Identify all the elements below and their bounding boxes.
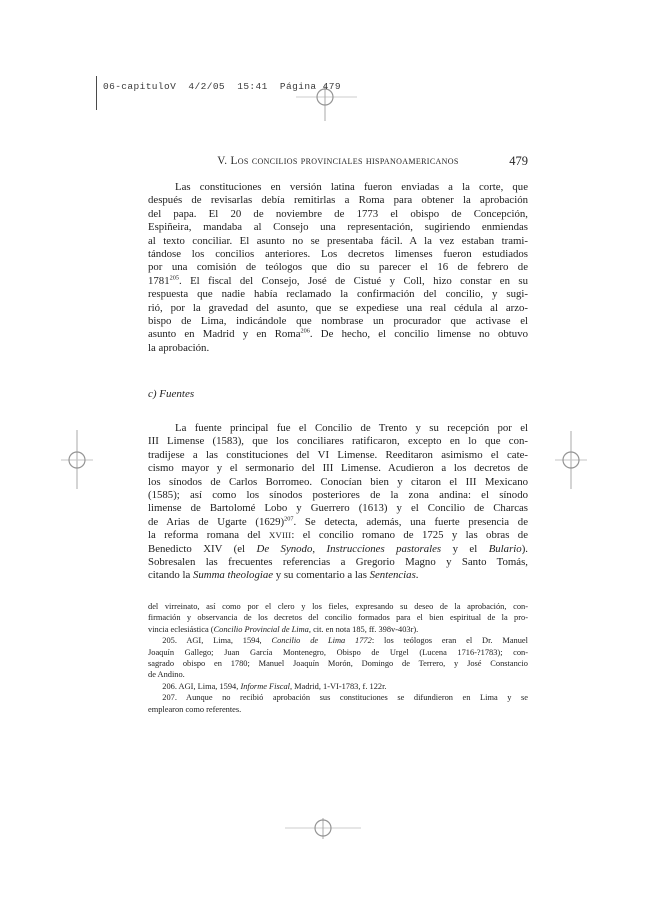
- printer-slug: [96, 76, 341, 110]
- text-line: 1781$^{205}$. El fiscal del Consejo, José de Cistué y Coll, hizo constar en su: [148, 274, 528, 287]
- text-line: bispo de Lima, indicándole que nombrase un procurador que activase el: [148, 314, 528, 327]
- text-line: vincia eclesiástica (Concilio Provincial de Lima, cit. en nota 185, ff. 398v-403r).: [148, 624, 419, 634]
- registration-mark-right-middle: [555, 431, 587, 489]
- footnote-207: [148, 692, 528, 715]
- text-line: citando la Summa theologiae y su comentario a las Sentencias.: [148, 569, 419, 582]
- text-line: al texto conciliar. El asunto no se presentaba fácil. A la vez estaban trami-: [148, 234, 528, 247]
- footnote-continuation: [148, 601, 528, 635]
- text-line: tradijese a las constituciones del VI Limense. Reeditaron asimismo el cate-: [148, 448, 528, 461]
- text-line: del virreinato, así como por el clero y los fieles, expresando su deseo de la aprobación, con-: [148, 602, 528, 611]
- text-line: Espiñeira, mandaba al Consejo una representación, sugiriendo enmiendas: [148, 221, 528, 234]
- text-line: después de revisarlas debía remitirlas a Roma para obtener la aprobación: [148, 194, 528, 207]
- body-paragraph-1: [148, 181, 528, 355]
- text-line: la reforma romana del XVIII: el concilio romano de 1725 y las obras de: [148, 529, 528, 542]
- registration-mark-bottom-center: [285, 818, 361, 839]
- text-line: rió, por la gravedad del asunto, que se expediese una real cédula al arzo-: [148, 301, 528, 314]
- page-number: 479: [509, 154, 528, 168]
- text-line: La fuente principal fue el Concilio de Trento y su recepción por el: [175, 422, 528, 434]
- body-paragraph-2: [148, 422, 528, 583]
- text-line: tándose los concilios anteriores. Los decretos limenses fueron estudiados: [148, 247, 528, 260]
- text-line: respuesta que nadie había reclamado la confirmación del concilio, y sugi-: [148, 288, 528, 301]
- slug-text: 06-capituloV 4/2/05 15:41 Página 479: [103, 81, 341, 92]
- text-line: firmación y observancia de los decretos del concilio formados para el bien espiritual de la pro-: [148, 613, 528, 623]
- text-line: por una comisión de teólogos que dio su parecer el 16 de febrero de: [148, 261, 528, 274]
- footnote-205: [148, 635, 528, 681]
- text-line: Sobresalen las frecuentes referencias a Gregorio Magno y Santo Tomás,: [148, 555, 528, 568]
- text-line: la aprobación.: [148, 341, 210, 354]
- text-line: Las constituciones en versión latina fueron enviadas a la corte, que: [175, 181, 528, 193]
- text-line: 207. Aunque no recibió aprobación sus constituciones se difundieron en Lima y se: [162, 693, 528, 703]
- footnotes-block: [148, 601, 528, 715]
- text-line: III Limense (1583), que los conciliares ratificaron, excepto en lo que con-: [148, 435, 528, 448]
- footnote-206: [148, 681, 528, 692]
- text-line: cismo mayor y el sermonario del III Limense. Acudieron a los decretos de: [148, 462, 528, 475]
- running-header-title: V. Los concilios provinciales hispanoamericanos: [217, 155, 459, 167]
- text-line: (1585); así como los sínodos posteriores de la zona andina: el sínodo: [148, 488, 528, 501]
- text-line: Joaquín Gallego; Juan García Montenegro, Obispo de Urgel (Lucena 1716-?1783); con-: [148, 647, 528, 657]
- text-line: del papa. El 20 de noviembre de 1773 el obispo de Concepción,: [148, 207, 528, 220]
- section-heading: c) Fuentes: [148, 388, 195, 400]
- text-line: emplearon como referentes.: [148, 704, 242, 714]
- text-line: limense de Bartolomé Lobo y Guerrero (1613) y el Concilio de Charcas: [148, 502, 528, 515]
- running-header: [148, 155, 528, 171]
- text-line: 205. AGI, Lima, 1594, Concilio de Lima 1772: los teólogos eran el Dr. Manuel: [162, 636, 528, 646]
- text-line: 206. AGI, Lima, 1594, Informe Fiscal, Madrid, 1-VI-1783, f. 122r.: [162, 681, 387, 691]
- registration-mark-left-middle: [61, 430, 93, 489]
- text-line: Benedicto XIV (el De Synodo, Instrucciones pastorales y el Bulario).: [148, 542, 528, 555]
- text-line: de Andino.: [148, 670, 185, 680]
- text-line: asunto en Madrid y en Roma$^{206}$. De hecho, el concilio limense no obtuvo: [148, 327, 528, 341]
- text-line: de Arias de Ugarte $(1629)^{207}$. Se detecta, además, una fuerte presencia de: [148, 515, 528, 528]
- text-line: los sínodos de Carlos Borromeo. Conocían bien y citaron el III Mexicano: [148, 475, 528, 488]
- text-line: sagrado obispo en 1780; Manuel Joaquín Morón, Domingo de Terrero, y José Constancio: [148, 658, 528, 668]
